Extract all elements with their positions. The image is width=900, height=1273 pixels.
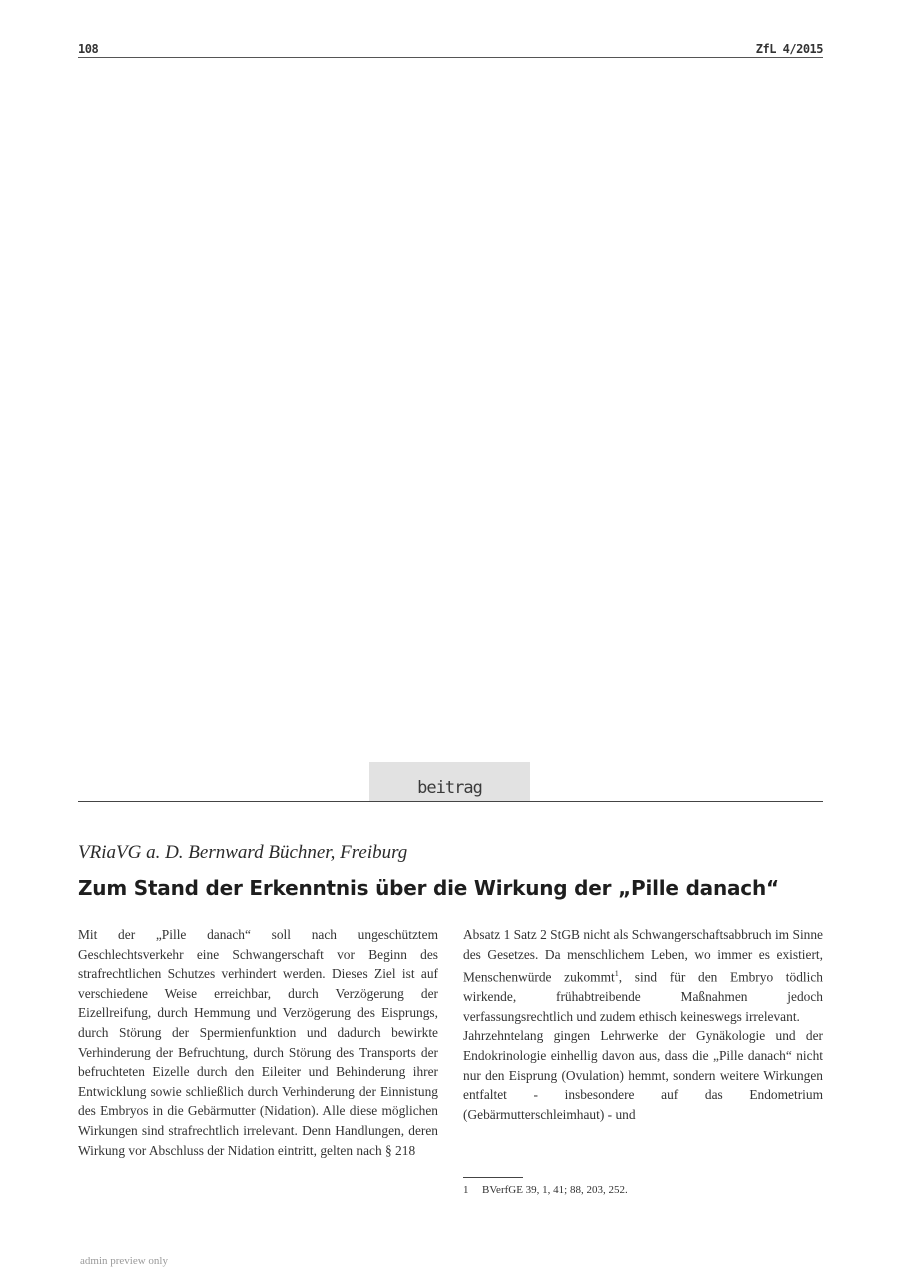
section-band: [78, 762, 823, 802]
body-column-right: [463, 925, 823, 1124]
footnote-number: 1: [463, 1184, 469, 1196]
footnote-rule: [463, 1177, 523, 1178]
paragraph-text: , sind für den Embryo tödlich wirkende, frühabtreibende Maßnahmen jedoch verfassungsrechtlich und zudem ethisch keineswegs irrelevant.: [463, 969, 823, 1024]
paragraph: Mit der „Pille danach“ soll nach ungeschütztem Geschlechtsverkehr eine Schwangerschaft vor Beginn des strafrechtlichen Schutzes verhindert werden. Dieses Ziel ist auf verschiedene Weise erreichbar, durch Verzögerung der Eizellreifung, durch Hemmung und Verzögerung des Eisprungs, durch Störung der Spermienfunktion und dadurch bewirkte Verhinderung der Befruchtung, durch Störung des Transports der befruchteten Eizelle durch den Eileiter und Behinderung ihrer Entwicklung sowie schließlich durch Verhinderung der Einnistung des Embryos in die Gebärmutter (Nidation). Alle diese möglichen Wirkungen sind strafrechtlich irrelevant. Denn Handlungen, deren Wirkung vor Abschluss der Nidation eintritt, gelten nach § 218: [78, 927, 438, 1158]
paragraph: [463, 925, 823, 1026]
footnote-text: BVerfGE 39, 1, 41; 88, 203, 252.: [482, 1184, 628, 1196]
section-label: beitrag: [417, 778, 482, 798]
footnote-reference[interactable]: 1: [614, 969, 619, 979]
footnote: [463, 1184, 628, 1196]
paragraph-text: Absatz 1 Satz 2 StGB nicht als Schwangerschaftsabbruch im Sinne des Gesetzes. Da menschlichem Leben, wo immer es existiert, Menschenwürde zukommt: [463, 927, 823, 985]
paragraph-text: Jahrzehntelang gingen Lehrwerke der Gynäkologie und der Endokrinologie einhellig davon aus, dass die „Pille danach“ nicht nur den Eisprung (Ovulation) hemmt, sondern weitere Wirkungen entfaltet - insbesondere auf das Endometrium (Gebärmutterschleimhaut) - und: [463, 1028, 823, 1122]
page-number: 108: [78, 42, 99, 56]
paragraph: [463, 1026, 823, 1124]
body-column-left: [78, 925, 438, 1160]
running-header: [78, 40, 823, 58]
journal-issue: ZfL 4/2015: [755, 42, 823, 56]
section-rule: [78, 801, 823, 802]
watermark: admin preview only: [80, 1255, 168, 1267]
article-author: VRiaVG a. D. Bernward Büchner, Freiburg: [78, 842, 408, 863]
article-title: Zum Stand der Erkenntnis über die Wirkung der „Pille danach“: [78, 876, 779, 900]
section-tab: [369, 762, 530, 801]
